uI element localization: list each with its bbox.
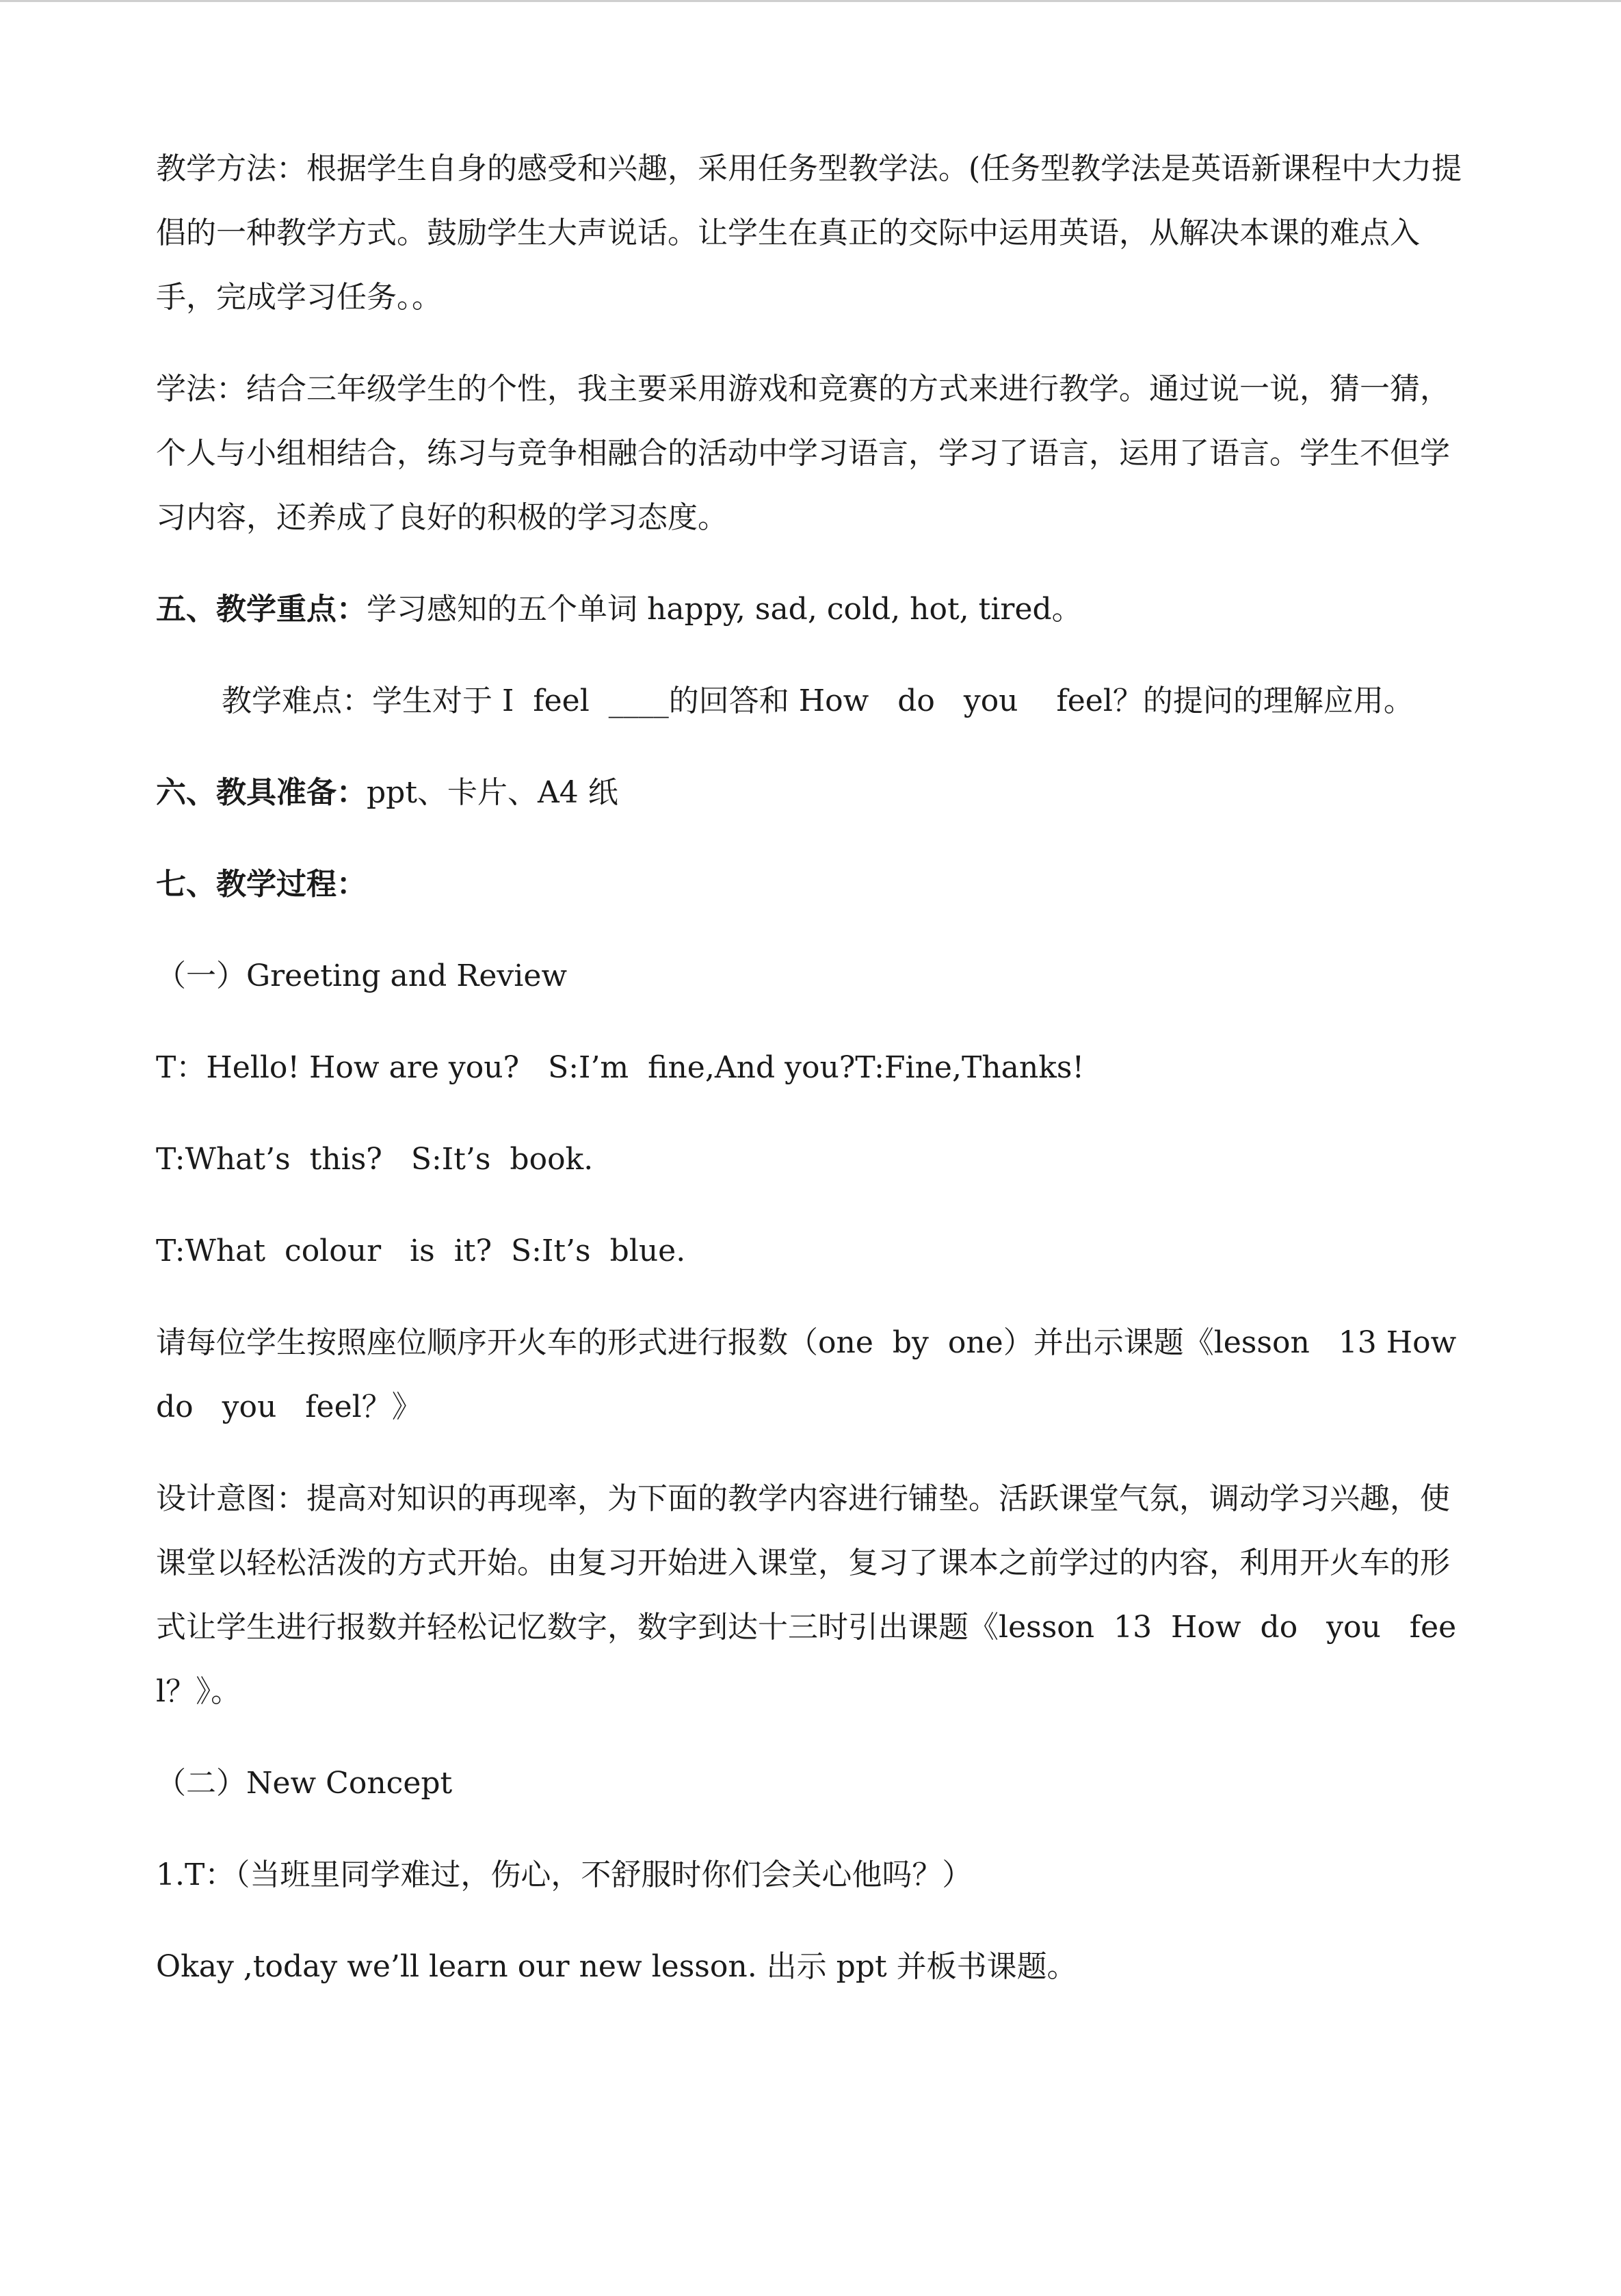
teaching-tools-heading: 六、教具准备： [156,775,367,810]
key-points-text: 学习感知的五个单词 happy, sad, cold, hot, tired。 [367,592,1082,627]
page-top-border [0,0,1621,2]
teaching-tools-paragraph [156,761,1476,825]
step-1-line-2: Okay ,today we’ll learn our new lesson. 出示 ppt 并板书课题。 [156,1949,1077,1984]
teaching-tools-text: ppt、卡片、A4 纸 [367,775,618,810]
document-page [156,137,1476,2026]
key-points-paragraph [156,577,1476,642]
dialog-line-1: T：Hello! How are you? S:I’m fine,And you?T:Fine,Thanks! [156,1050,1085,1085]
study-method-paragraph: 学法：结合三年级学生的个性，我主要采用游戏和竞赛的方式来进行教学。通过说一说，猜一猜，个人与小组相结合，练习与竞争相融合的活动中学习语言，学习了语言，运用了语言。学生不但学习内容，还养成了良好的积极的学习态度。 [156,371,1450,535]
teaching-method-paragraph: 教学方法：根据学生自身的感受和兴趣，采用任务型教学法。(任务型教学法是英语新课程中大力提倡的一种教学方式。鼓励学生大声说话。让学生在真正的交际中运用英语，从解决本课的难点入手，完成学习任务。。 [156,151,1462,315]
dialog-line-3: T:What colour is it? S:It’s blue. [156,1234,686,1268]
section-greeting-heading: （一）Greeting and Review [156,958,568,993]
counting-activity-paragraph: 请每位学生按照座位顺序开火车的形式进行报数（one by one）并出示课题《lesson 13 How do you feel？》 [156,1325,1476,1424]
dialog-line-2: T:What’s this? S:It’s book. [156,1142,594,1177]
teaching-process-heading: 七、教学过程： [156,867,367,902]
key-points-heading: 五、教学重点： [156,592,367,627]
step-1-line: 1.T：（当班里同学难过，伤心，不舒服时你们会关心他吗？） [156,1857,973,1892]
difficult-points-paragraph: 教学难点：学生对于 I feel ____的回答和 How do you feel？的提问的理解应用。 [222,683,1414,718]
section-new-concept-heading: （二）New Concept [156,1766,453,1801]
design-intent-paragraph: 设计意图：提高对知识的再现率，为下面的教学内容进行铺垫。活跃课堂气氛，调动学习兴趣，使课堂以轻松活泼的方式开始。由复习开始进入课堂，复习了课本之前学过的内容，利用开火车的形式让学生进行报数并轻松记忆数字，数字到达十三时引出课题《lesson 13 How do you feel？》。 [156,1481,1457,1709]
